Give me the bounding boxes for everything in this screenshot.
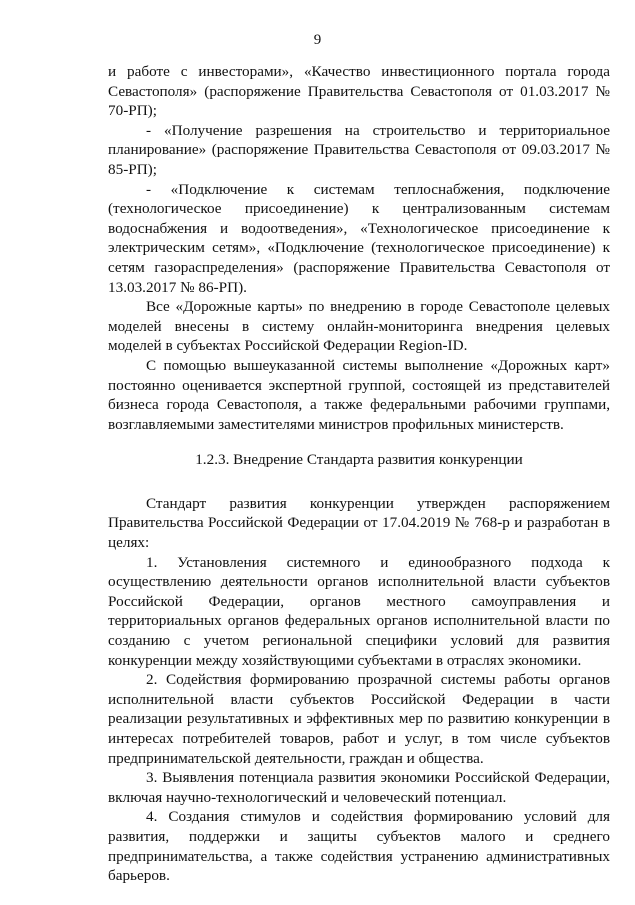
goal-item-3: 3. Выявления потенциала развития экономики Российской Федерации, включая научно-технологический и человеческий потенциал. [108,769,610,806]
paragraph-monitoring: Все «Дорожные карты» по внедрению в городе Севастополе целевых моделей внесены в систему онлайн-мониторинга внедрения целевых моделей в субъектах Российской Федерации Region-ID. [108,298,610,355]
goal-item-4: 4. Создания стимулов и содействия формированию условий для развития, поддержки и защиты субъектов малого и среднего предпринимательства, а также содействия устранению административных барьеров. [108,808,610,885]
goal-item-1: 1. Установления системного и единообразного подхода к осуществлению деятельности органов исполнительной власти субъектов Российской Федерации, органов местного самоуправления и территориальных органов федеральных органов исполнительной власти по созданию с учетом региональной специфики условий для развития конкуренции между хозяйствующими субъектами в отраслях экономики. [108,553,610,669]
document-body [108,62,610,886]
roadmap-item-construction: - «Получение разрешения на строительство и территориальное планирование» (распоряжение Правительства Севастополя от 09.03.2017 № 85-РП); [108,121,610,178]
section-heading: 1.2.3. Внедрение Стандарта развития конкуренции [195,451,523,469]
paragraph-expert-evaluation: С помощью вышеуказанной системы выполнение «Дорожных карт» постоянно оценивается экспертной группой, состоящей из представителей бизнеса города Севастополя, а также федеральными рабочими группами, возглавляемыми заместителями министров профильных министерств. [108,356,610,433]
goal-item-2: 2. Содействия формированию прозрачной системы работы органов исполнительной власти субъектов Российской Федерации в части реализации результативных и эффективных мер по развитию конкуренции в интересах потребителей товаров, работ и услуг, в том числе субъектов предпринимательской деятельности, граждан и общества. [108,671,610,767]
paragraph-continuation: и работе с инвесторами», «Качество инвестиционного портала города Севастополя» (распоряжение Правительства Севастополя от 01.03.2017 № 70-РП); [108,63,610,120]
page-number: 9 [313,32,322,48]
roadmap-item-utilities: - «Подключение к системам теплоснабжения, подключение (технологическое присоединение) к централизованным системам водоснабжения и водоотведения», «Технологическое присоединение к электрическим сетям», «Подключение (технологическое присоединение) к сетям газораспределения» (распоряжение Правительства Севастополя от 13.03.2017 № 86-РП). [108,180,610,296]
paragraph-standard-intro: Стандарт развития конкуренции утвержден распоряжением Правительства Российской Федерации от 17.04.2019 № 768-р и разработан в целях: [108,494,610,552]
